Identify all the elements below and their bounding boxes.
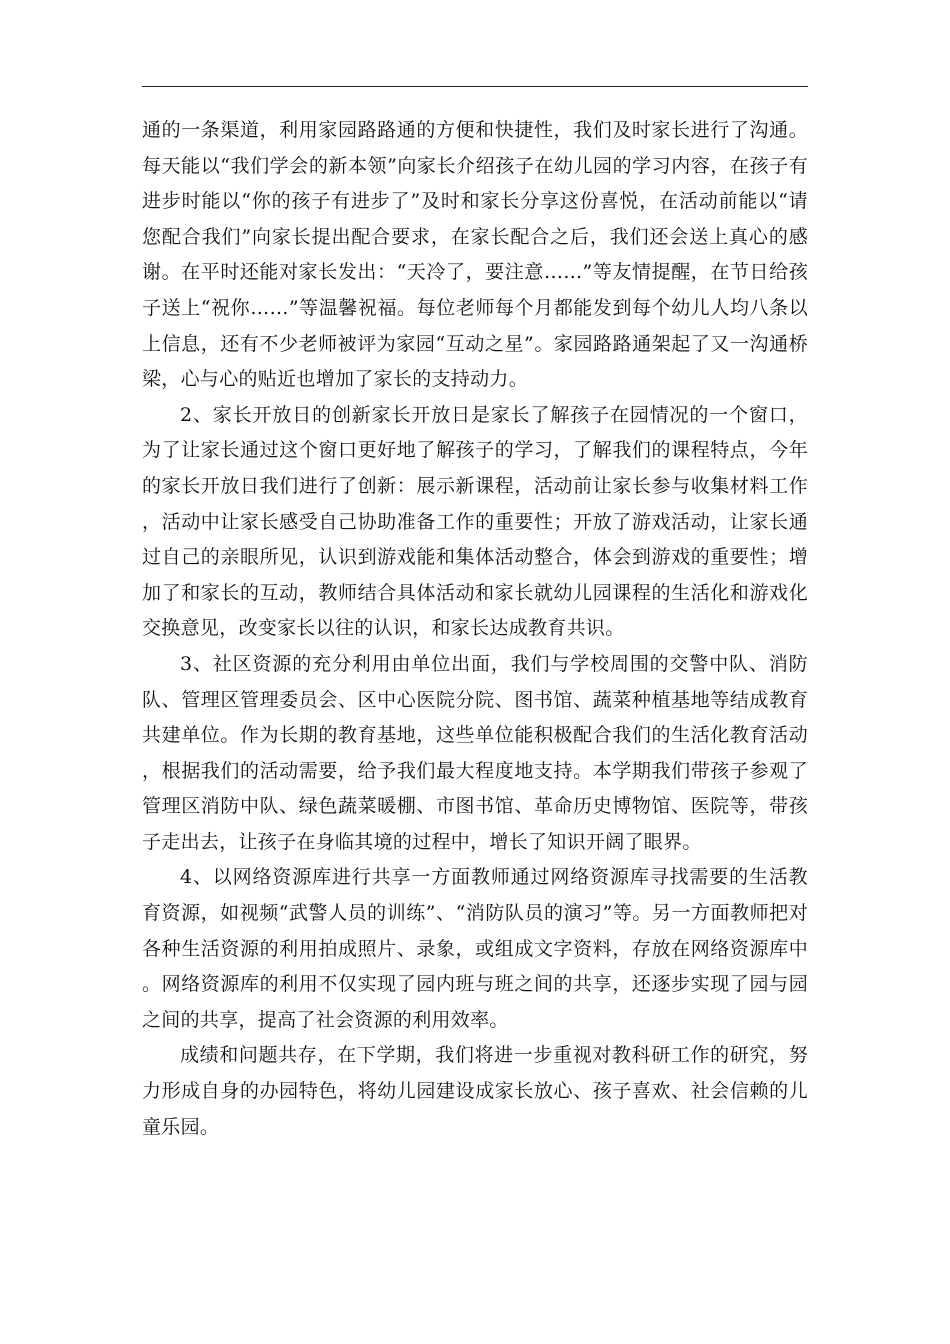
- paragraph-conclusion: 成绩和问题共存，在下学期，我们将进一步重视对教科研工作的研究，努力形成自身的办园特色，将幼儿园建设成家长放心、孩子喜欢、社会信赖的儿童乐园。: [142, 1044, 808, 1138]
- paragraph-continuation: 通的一条渠道，利用家园路路通的方便和快捷性，我们及时家长进行了沟通。每天能以“我们学会的新本领”向家长介绍孩子在幼儿园的学习内容，在孩子有进步时能以“你的孩子有进步了”及时和家长分享这份喜悦，在活动前能以“请您配合我们”向家长提出配合要求，在家长配合之后，我们还会送上真心的感谢。在平时还能对家长发出：“天冷了，要注意……”等友情提醒，在节日给孩子送上“祝你……”等温馨祝福。每位老师每个月都能发到每个幼儿人均八条以上信息，还有不少老师被评为家园“互动之星”。家园路路通架起了又一沟通桥梁，心与心的贴近也增加了家长的支持动力。: [142, 119, 808, 391]
- paragraph-open-day: 2、家长开放日的创新家长开放日是家长了解孩子在园情况的一个窗口，为了让家长通过这个窗口更好地了解孩子的学习，了解我们的课程特点，今年的家长开放日我们进行了创新：展示新课程，活动前让家长参与收集材料工作，活动中让家长感受自己协助准备工作的重要性；开放了游戏活动，让家长通过自己的亲眼所见，认识到游戏能和集体活动整合，体会到游戏的重要性；增加了和家长的互动，教师结合具体活动和家长就幼儿园课程的生活化和游戏化交换意见，改变家长以往的认识，和家长达成教育共识。: [142, 403, 808, 640]
- document-body: [142, 113, 808, 1145]
- header-rule: [142, 86, 808, 87]
- paragraph-community-resources: 3、社区资源的充分利用由单位出面，我们与学校周围的交警中队、消防队、管理区管理委员会、区中心医院分院、图书馆、蔬菜种植基地等结成教育共建单位。作为长期的教育基地，这些单位能积极配合我们的生活化教育活动，根据我们的活动需要，给予我们最大程度地支持。本学期我们带孩子参观了管理区消防中队、绿色蔬菜暖棚、市图书馆、革命历史博物馆、医院等，带孩子走出去，让孩子在身临其境的过程中，增长了知识开阔了眼界。: [142, 652, 808, 853]
- paragraph-network-resources: 4、以网络资源库进行共享一方面教师通过网络资源库寻找需要的生活教育资源，如视频“武警人员的训练”、“消防队员的演习”等。另一方面教师把对各种生活资源的利用拍成照片、录象，或组成文字资料，存放在网络资源库中。网络资源库的利用不仅实现了园内班与班之间的共享，还逐步实现了园与园之间的共享，提高了社会资源的利用效率。: [142, 866, 808, 1031]
